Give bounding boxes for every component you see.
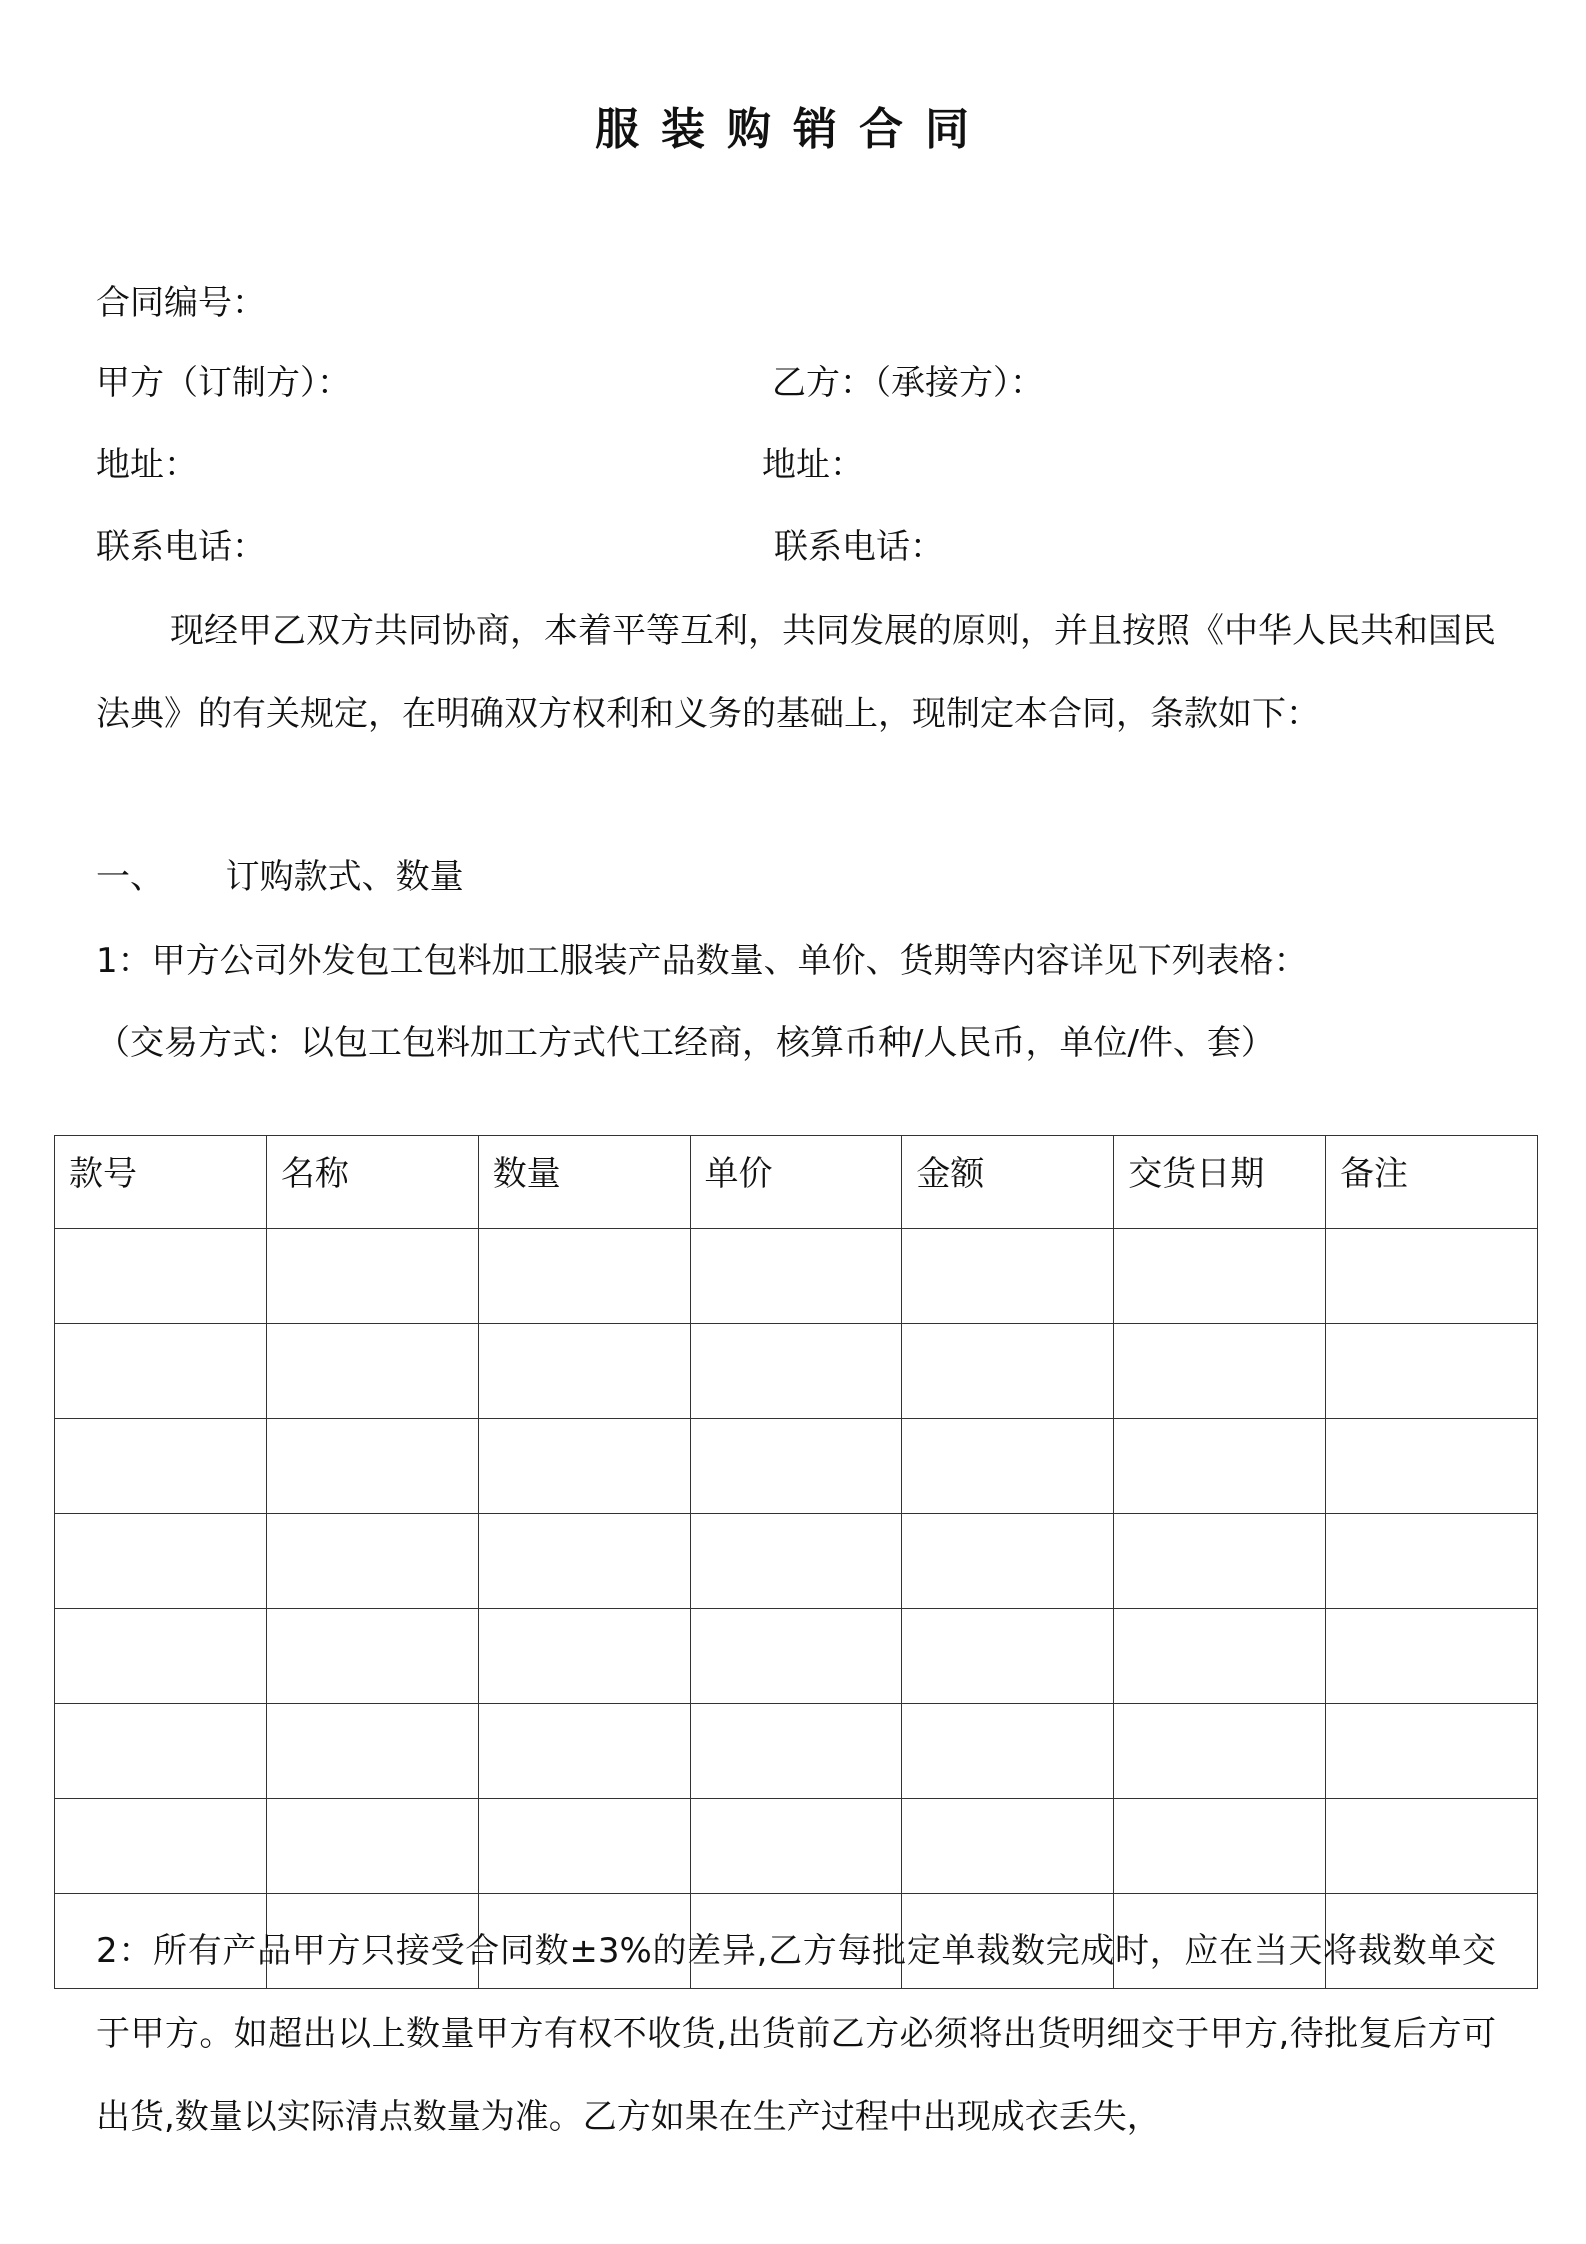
table-cell (55, 1799, 267, 1894)
table-cell (55, 1514, 267, 1609)
table-cell (1326, 1229, 1538, 1324)
item-1-text: 1：甲方公司外发包工包料加工服装产品数量、单价、货期等内容详见下列表格： (96, 941, 1308, 981)
table-cell (266, 1229, 478, 1324)
item-2-paragraph: 2：所有产品甲方只接受合同数±3%的差异,乙方每批定单裁数完成时，应在当天将裁数单交于甲方。如超出以上数量甲方有权不收货,出货前乙方必须将出货明细交于甲方,待批复后方可出货,数量以实际清点数量为准。乙方如果在生产过程中出现成衣丢失， (96, 1931, 1496, 2137)
table-cell (690, 1704, 902, 1799)
table-cell (690, 1799, 902, 1894)
table-cell (478, 1609, 690, 1704)
table-row (55, 1704, 1538, 1799)
table-row (55, 1609, 1538, 1704)
table-cell (690, 1609, 902, 1704)
party-b-phone-label: 联系电话： (774, 527, 944, 567)
table-row (55, 1514, 1538, 1609)
column-header: 名称 (266, 1136, 478, 1229)
table-cell (55, 1419, 267, 1514)
table-cell (902, 1419, 1114, 1514)
table-row (55, 1229, 1538, 1324)
table-cell (478, 1799, 690, 1894)
document-title: 服装购销合同 (595, 104, 991, 155)
column-header: 款号 (55, 1136, 267, 1229)
column-header: 备注 (1326, 1136, 1538, 1229)
table-cell (690, 1419, 902, 1514)
section-1-heading (96, 852, 464, 902)
table-cell (1326, 1324, 1538, 1419)
section-1-number: 一、 (96, 857, 164, 897)
table-cell (1114, 1609, 1326, 1704)
table-cell (1114, 1799, 1326, 1894)
table-cell (266, 1324, 478, 1419)
table-cell (1114, 1514, 1326, 1609)
party-b-address-label: 地址： (762, 445, 864, 485)
table-row (55, 1799, 1538, 1894)
column-header: 数量 (478, 1136, 690, 1229)
table-cell (690, 1324, 902, 1419)
table-cell (902, 1704, 1114, 1799)
table-cell (478, 1419, 690, 1514)
party-b-label: 乙方：（承接方）： (772, 363, 1044, 403)
intro-paragraph (96, 590, 1496, 756)
table-cell (55, 1324, 267, 1419)
column-header: 单价 (690, 1136, 902, 1229)
table-cell (1326, 1704, 1538, 1799)
table-cell (55, 1704, 267, 1799)
table-cell (1326, 1799, 1538, 1894)
table-cell (902, 1799, 1114, 1894)
table-cell (690, 1229, 902, 1324)
table-row (55, 1419, 1538, 1514)
table-cell (478, 1324, 690, 1419)
party-a-label: 甲方（订制方）： (96, 363, 351, 403)
trade-method-note: （交易方式：以包工包料加工方式代工经商，核算币种/人民币，单位/件、套） (96, 1023, 1275, 1063)
table-cell (266, 1609, 478, 1704)
table-cell (266, 1419, 478, 1514)
table-cell (1114, 1324, 1326, 1419)
section-1-title: 订购款式、数量 (225, 857, 464, 897)
table-row (55, 1324, 1538, 1419)
intro-text: 现经甲乙双方共同协商，本着平等互利，共同发展的原则，并且按照《中华人民共和国民法典》的有关规定，在明确双方权利和义务的基础上，现制定本合同，条款如下： (96, 611, 1496, 734)
table-cell (1326, 1419, 1538, 1514)
contract-number-label: 合同编号： (96, 283, 266, 323)
table-cell (478, 1514, 690, 1609)
table-header-row (55, 1136, 1538, 1229)
table-cell (902, 1229, 1114, 1324)
table-cell (1326, 1514, 1538, 1609)
table-cell (902, 1324, 1114, 1419)
table-cell (1114, 1419, 1326, 1514)
table-cell (690, 1514, 902, 1609)
table-cell (478, 1704, 690, 1799)
table-cell (55, 1229, 267, 1324)
party-a-phone-label: 联系电话： (96, 527, 266, 567)
column-header: 金额 (902, 1136, 1114, 1229)
party-a-address-label: 地址： (96, 445, 198, 485)
table-cell (1114, 1229, 1326, 1324)
table-cell (266, 1799, 478, 1894)
table-cell (1114, 1704, 1326, 1799)
table-cell (1326, 1609, 1538, 1704)
table-cell (266, 1514, 478, 1609)
table-cell (902, 1514, 1114, 1609)
column-header: 交货日期 (1114, 1136, 1326, 1229)
table-cell (478, 1229, 690, 1324)
table-cell (902, 1609, 1114, 1704)
table-cell (55, 1609, 267, 1704)
order-table (54, 1135, 1538, 1989)
table-cell (266, 1704, 478, 1799)
